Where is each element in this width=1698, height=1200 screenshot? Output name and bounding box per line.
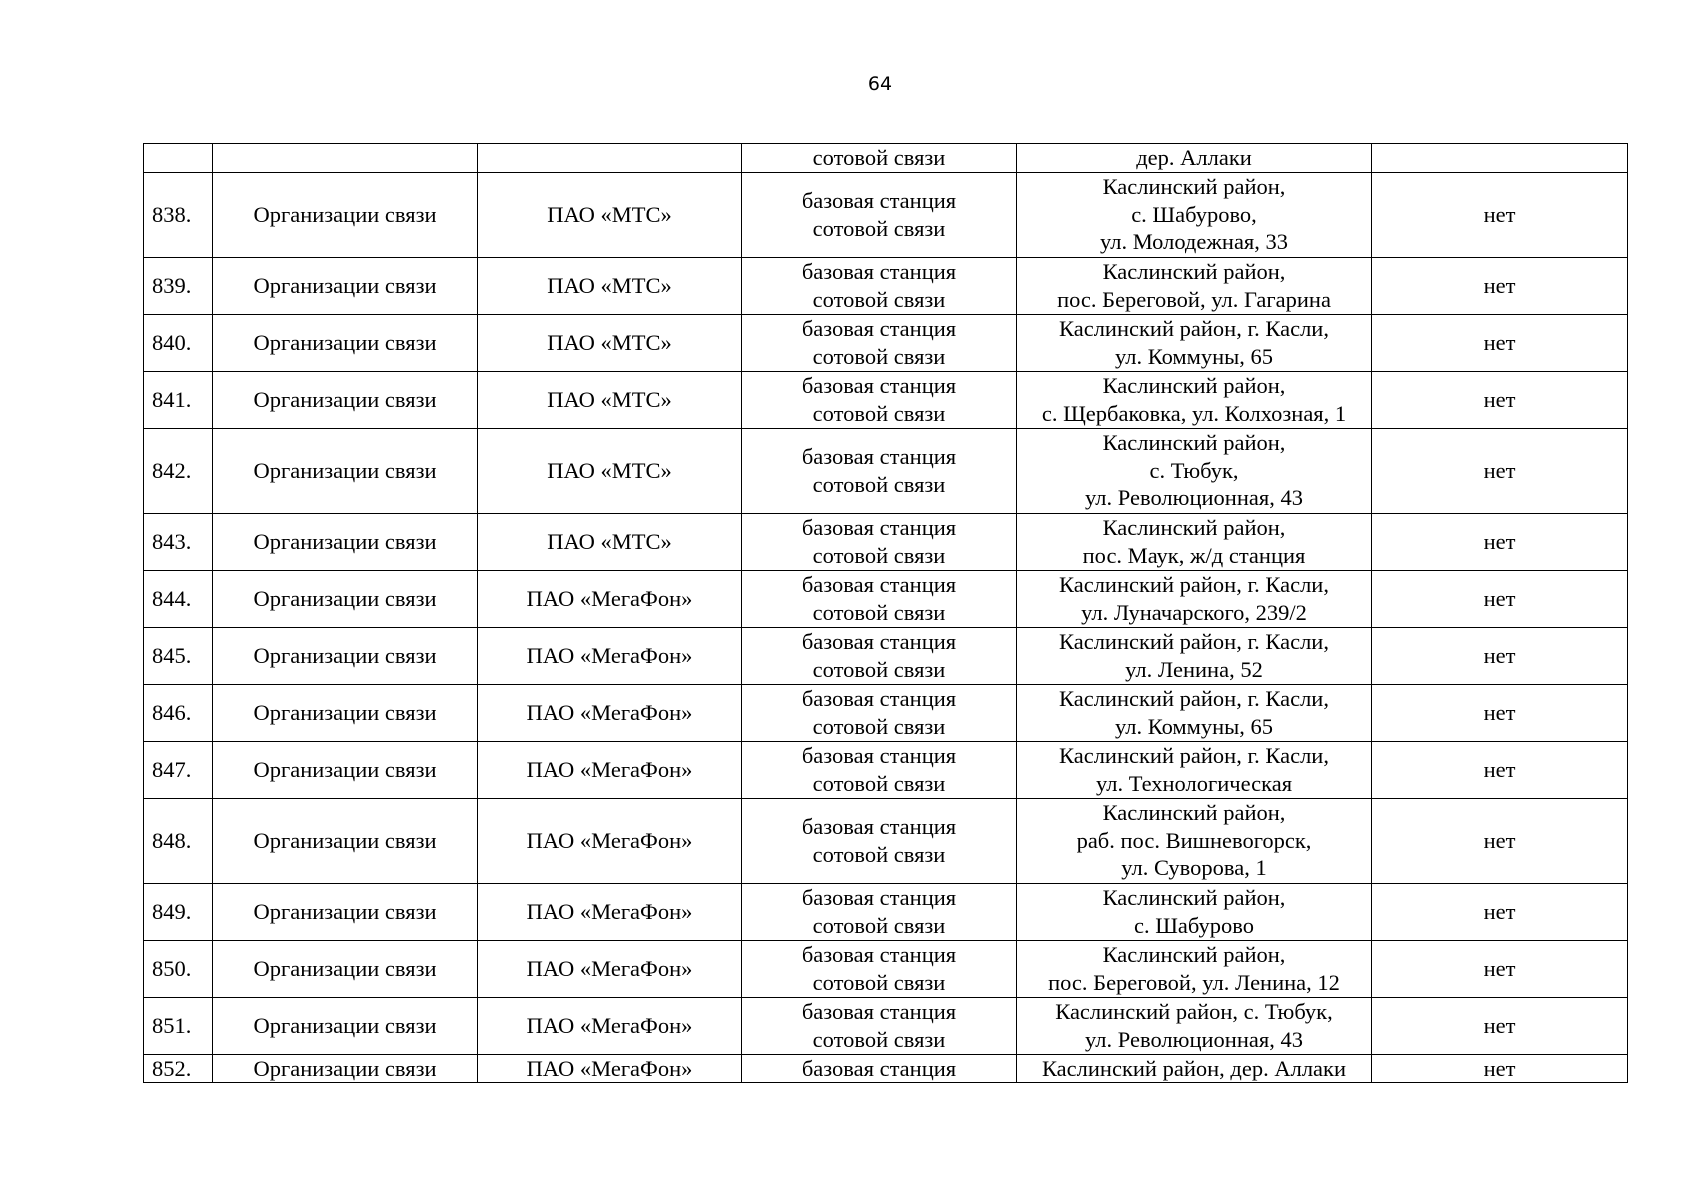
cell-organization: ПАО «МегаФон» [478,798,742,883]
address-line: с. Шабурово, [1131,201,1257,227]
cell-category: Организации связи [213,257,478,314]
address-line: дер. Аллаки [1136,145,1252,170]
table-row [144,257,1628,314]
object-type-line: базовая станция [801,1055,957,1081]
page-number: 64 [867,73,893,95]
cell-status: нет [1372,1054,1628,1083]
cell-category: Организации связи [213,428,478,513]
cell-address [1017,741,1372,798]
address-line: Каслинский район, [1102,885,1286,910]
address-line: Каслинский район, дер. Аллаки [1041,1055,1347,1081]
object-type-line: сотовой связи [812,542,946,568]
cell-object-type [742,798,1017,883]
object-type-line: сотовой связи [812,215,946,241]
cell-organization: ПАО «МТС» [478,172,742,257]
object-type-line: базовая станция [801,629,957,654]
cell-object-type [742,741,1017,798]
cell-address [1017,1054,1372,1083]
cell-status: нет [1372,172,1628,257]
object-type-line: базовая станция [801,373,957,398]
object-type-line: базовая станция [801,572,957,597]
object-type-line: сотовой связи [812,841,946,867]
cell-organization: ПАО «МТС» [478,257,742,314]
cell-organization: ПАО «МегаФон» [478,684,742,741]
cell-number: 852. [144,1054,213,1083]
cell-status: нет [1372,798,1628,883]
address-line: Каслинский район, г. Касли, [1059,743,1329,768]
cell-status: нет [1372,570,1628,627]
address-line: Каслинский район, г. Касли, [1059,572,1329,597]
cell-number: 839. [144,257,213,314]
cell-organization: ПАО «МегаФон» [478,570,742,627]
cell-object-type [742,883,1017,940]
table-row [144,997,1628,1054]
address-line: ул. Революционная, 43 [1085,1026,1303,1052]
object-type-line: базовая станция [801,316,957,341]
cell-status: нет [1372,741,1628,798]
cell-organization: ПАО «МегаФон» [478,1054,742,1083]
object-type-line: сотовой связи [812,770,946,796]
cell-number: 840. [144,314,213,371]
cell-number: 848. [144,798,213,883]
cell-status: нет [1372,940,1628,997]
cell-object-type [742,684,1017,741]
cell-address [1017,570,1372,627]
cell-category: Организации связи [213,1054,478,1083]
cell-object-type [742,172,1017,257]
cell-object-type [742,997,1017,1054]
cell-number: 838. [144,172,213,257]
cell-object-type [742,513,1017,570]
cell-organization: ПАО «МТС» [478,314,742,371]
object-type-line: сотовой связи [812,471,946,497]
address-line: Каслинский район, [1102,800,1286,826]
address-line: Каслинский район, с. Тюбук, [1055,999,1333,1024]
object-type-line: сотовой связи [812,343,946,369]
cell-organization: ПАО «МегаФон» [478,627,742,684]
cell-object-type [742,314,1017,371]
address-line: ул. Технологическая [1095,770,1293,796]
cell-category: Организации связи [213,314,478,371]
address-line: Каслинский район, [1102,373,1286,398]
cell-status: нет [1372,883,1628,940]
table-row [144,428,1628,513]
cell-address [1017,314,1372,371]
table-row [144,940,1628,997]
cell-address [1017,997,1372,1054]
object-type-line: базовая станция [801,515,957,540]
cell-status: нет [1372,257,1628,314]
cell-address [1017,627,1372,684]
table-row [144,741,1628,798]
address-line: ул. Молодежная, 33 [1099,229,1289,255]
table-row [144,627,1628,684]
object-type-line: базовая станция [801,885,957,910]
object-type-line: сотовой связи [812,599,946,625]
cell-category [213,144,478,173]
table-row [144,798,1628,883]
cell-status: нет [1372,314,1628,371]
cell-number: 850. [144,940,213,997]
cell-address [1017,883,1372,940]
table-row [144,172,1628,257]
cell-organization: ПАО «МегаФон» [478,997,742,1054]
table-row [144,513,1628,570]
object-type-line: базовая станция [801,942,957,967]
facilities-table [143,143,1628,1083]
cell-status: нет [1372,371,1628,428]
address-line: ул. Суворова, 1 [1121,855,1267,881]
cell-status: нет [1372,684,1628,741]
object-type-line: базовая станция [801,188,957,213]
cell-number: 849. [144,883,213,940]
table-row [144,570,1628,627]
table-row [144,144,1628,173]
object-type-line: базовая станция [801,999,957,1024]
cell-status [1372,144,1628,173]
address-line: Каслинский район, г. Касли, [1059,316,1329,341]
cell-object-type [742,144,1017,173]
cell-address [1017,144,1372,173]
cell-address [1017,172,1372,257]
object-type-line: базовая станция [801,444,957,469]
cell-number: 842. [144,428,213,513]
cell-category: Организации связи [213,883,478,940]
cell-object-type [742,428,1017,513]
object-type-line: базовая станция [801,259,957,284]
cell-number: 844. [144,570,213,627]
object-type-line: сотовой связи [812,145,946,170]
cell-category: Организации связи [213,940,478,997]
cell-status: нет [1372,428,1628,513]
address-line: Каслинский район, [1102,430,1286,456]
address-line: пос. Береговой, ул. Гагарина [1057,286,1331,312]
object-type-line: сотовой связи [812,656,946,682]
cell-address [1017,798,1372,883]
cell-category: Организации связи [213,798,478,883]
cell-number: 847. [144,741,213,798]
cell-address [1017,428,1372,513]
cell-category: Организации связи [213,684,478,741]
object-type-line: сотовой связи [812,912,946,938]
cell-category: Организации связи [213,172,478,257]
address-line: Каслинский район, г. Касли, [1059,629,1329,654]
object-type-line: сотовой связи [812,713,946,739]
object-type-line: сотовой связи [812,286,946,312]
cell-organization: ПАО «МегаФон» [478,883,742,940]
address-line: пос. Береговой, ул. Ленина, 12 [1048,969,1340,995]
cell-category: Организации связи [213,997,478,1054]
cell-status: нет [1372,627,1628,684]
table-row [144,371,1628,428]
address-line: ул. Коммуны, 65 [1114,343,1274,369]
cell-number [144,144,213,173]
address-line: Каслинский район, г. Касли, [1059,686,1329,711]
cell-number: 851. [144,997,213,1054]
cell-category: Организации связи [213,627,478,684]
cell-object-type [742,570,1017,627]
object-type-line: базовая станция [801,814,957,839]
cell-object-type [742,257,1017,314]
table-row [144,883,1628,940]
object-type-line: сотовой связи [812,400,946,426]
address-line: пос. Маук, ж/д станция [1082,542,1306,568]
cell-status: нет [1372,513,1628,570]
address-line: с. Щербаковка, ул. Колхозная, 1 [1041,400,1347,426]
address-line: Каслинский район, [1102,515,1286,540]
object-type-line: базовая станция [801,686,957,711]
cell-object-type [742,371,1017,428]
cell-category: Организации связи [213,570,478,627]
address-line: Каслинский район, [1102,174,1286,200]
cell-object-type [742,1054,1017,1083]
object-type-line: базовая станция [801,743,957,768]
cell-object-type [742,940,1017,997]
object-type-line: сотовой связи [812,969,946,995]
address-line: Каслинский район, [1102,942,1286,967]
cell-category: Организации связи [213,513,478,570]
object-type-line: сотовой связи [812,1026,946,1052]
cell-organization: ПАО «МегаФон» [478,940,742,997]
cell-number: 845. [144,627,213,684]
cell-category: Организации связи [213,371,478,428]
cell-organization: ПАО «МТС» [478,371,742,428]
cell-object-type [742,627,1017,684]
cell-category: Организации связи [213,741,478,798]
cell-number: 846. [144,684,213,741]
cell-organization: ПАО «МТС» [478,513,742,570]
cell-organization [478,144,742,173]
cell-address [1017,940,1372,997]
cell-address [1017,257,1372,314]
address-line: ул. Коммуны, 65 [1114,713,1274,739]
cell-organization: ПАО «МегаФон» [478,741,742,798]
address-line: ул. Революционная, 43 [1085,485,1303,511]
table-row [144,314,1628,371]
table-row [144,1054,1628,1083]
address-line: раб. пос. Вишневогорск, [1076,827,1312,853]
address-line: с. Тюбук, [1149,457,1239,483]
cell-number: 843. [144,513,213,570]
cell-address [1017,513,1372,570]
cell-address [1017,684,1372,741]
address-line: Каслинский район, [1102,259,1286,284]
address-line: ул. Ленина, 52 [1125,656,1263,682]
cell-address [1017,371,1372,428]
cell-organization: ПАО «МТС» [478,428,742,513]
table-row [144,684,1628,741]
cell-status: нет [1372,997,1628,1054]
cell-number: 841. [144,371,213,428]
address-line: ул. Луначарского, 239/2 [1081,599,1307,625]
address-line: с. Шабурово [1134,912,1254,938]
